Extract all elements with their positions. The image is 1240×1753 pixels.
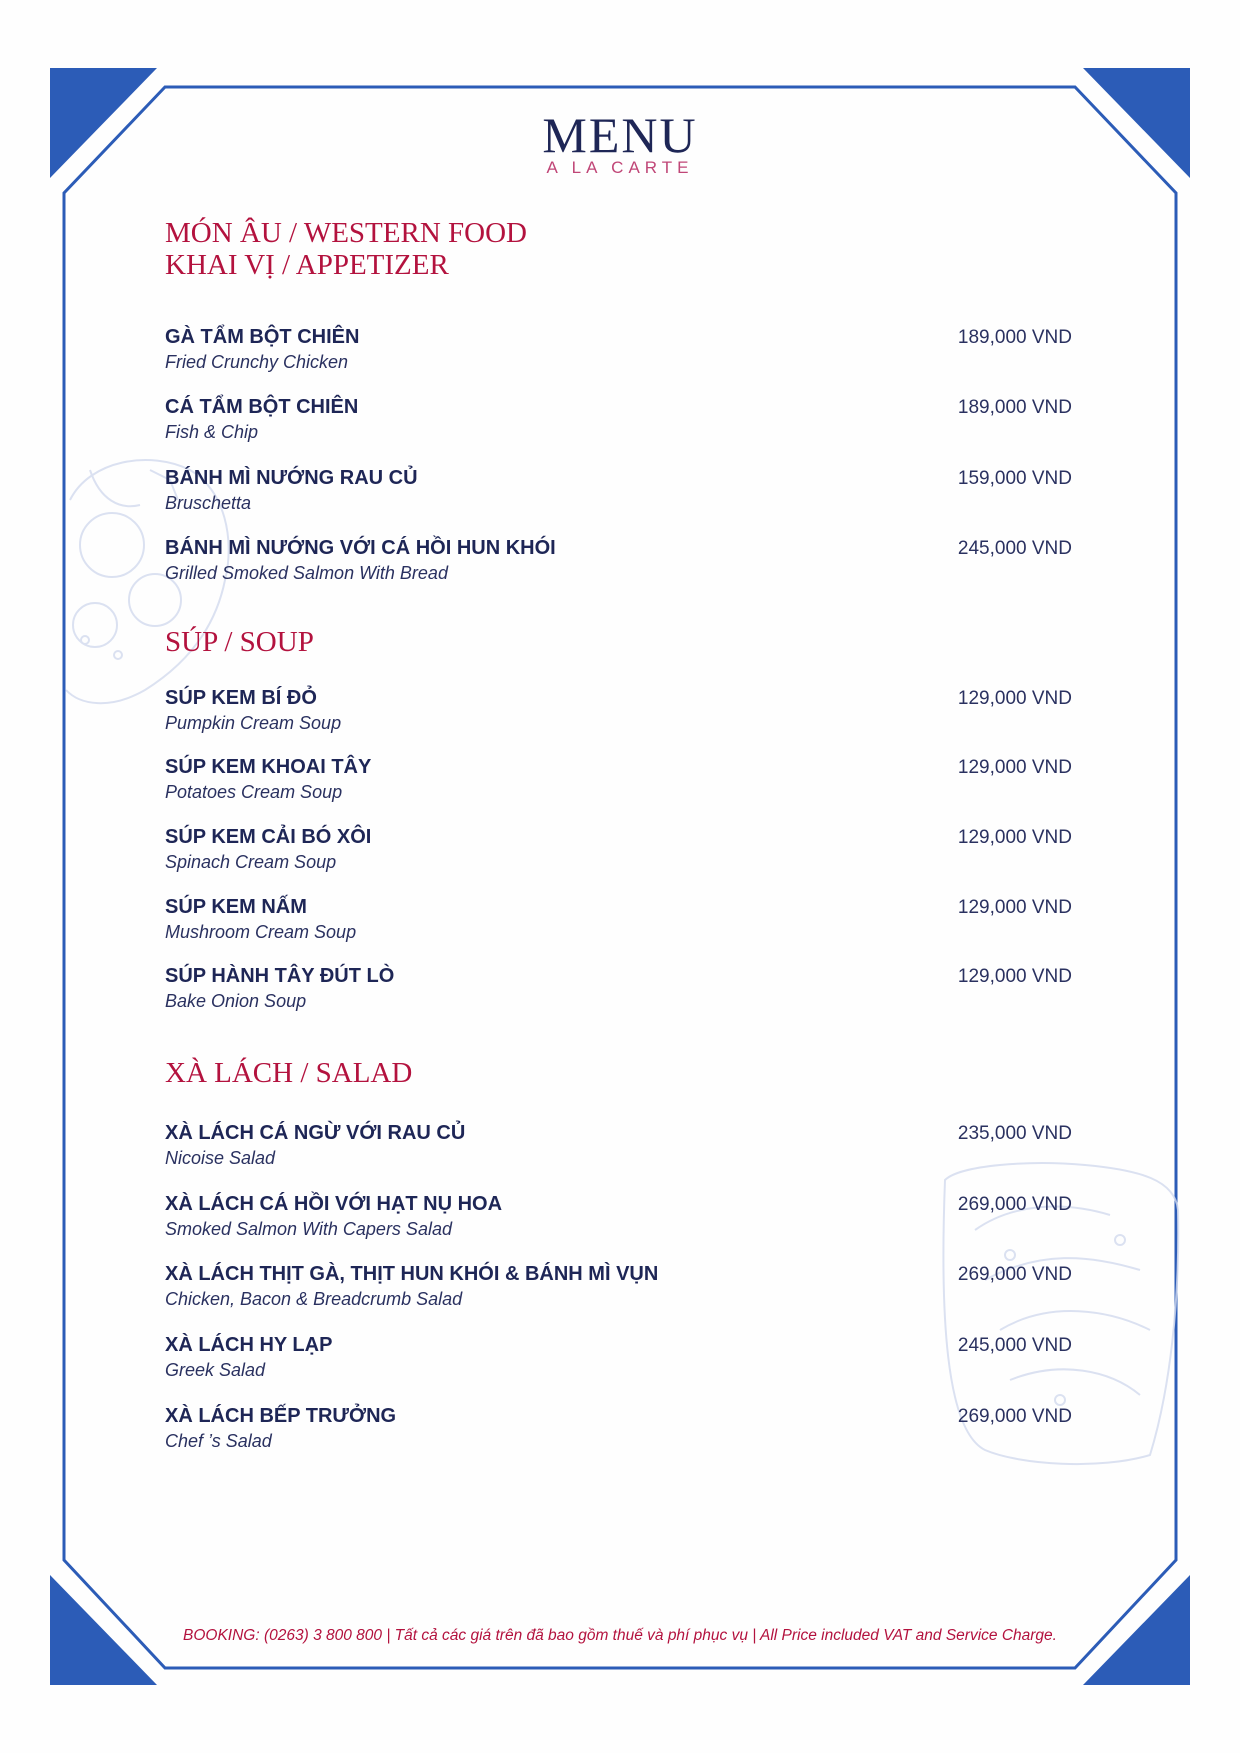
- menu-item: [165, 825, 1072, 877]
- item-price: 129,000 VND: [957, 966, 1072, 987]
- page-title: MENU: [542, 107, 698, 163]
- item-price: 189,000 VND: [957, 327, 1072, 348]
- item-name-vn: XÀ LÁCH BẾP TRƯỞNG: [165, 1405, 397, 1427]
- menu-item: [165, 1404, 1072, 1456]
- item-name-vn: BÁNH MÌ NƯỚNG VỚI CÁ HỒI HUN KHÓI: [165, 537, 556, 559]
- menu-item: [165, 1333, 1072, 1385]
- menu-item: [165, 895, 1072, 947]
- item-price: 235,000 VND: [957, 1123, 1072, 1144]
- item-price: 129,000 VND: [957, 757, 1072, 778]
- item-name-vn: XÀ LÁCH THỊT GÀ, THỊT HUN KHÓI & BÁNH MÌ VỤN: [165, 1263, 659, 1285]
- item-price: 269,000 VND: [957, 1406, 1072, 1427]
- item-name-vn: SÚP KEM NẤM: [165, 896, 307, 918]
- menu-item: [165, 686, 1072, 738]
- item-price: 129,000 VND: [957, 827, 1072, 848]
- item-price: 245,000 VND: [957, 538, 1072, 559]
- page-subtitle: A LA CARTE: [546, 158, 694, 177]
- item-name-vn: XÀ LÁCH HY LẠP: [165, 1334, 333, 1356]
- item-price: 129,000 VND: [957, 897, 1072, 918]
- menu-item: [165, 964, 1072, 1016]
- item-price: 189,000 VND: [957, 397, 1072, 418]
- item-name-en: Fish & Chip: [165, 422, 259, 442]
- item-name-en: Bruschetta: [165, 493, 252, 513]
- item-name-en: Mushroom Cream Soup: [165, 922, 357, 942]
- item-name-en: Potatoes Cream Soup: [165, 782, 343, 802]
- item-name-vn: XÀ LÁCH CÁ HỒI VỚI HẠT NỤ HOA: [165, 1193, 503, 1215]
- menu-item: [165, 1121, 1072, 1173]
- item-name-vn: XÀ LÁCH CÁ NGỪ VỚI RAU CỦ: [165, 1122, 466, 1144]
- item-name-en: Spinach Cream Soup: [165, 852, 337, 872]
- item-price: 269,000 VND: [957, 1194, 1072, 1215]
- menu-item: [165, 466, 1072, 518]
- item-name-en: Chef ’s Salad: [165, 1431, 272, 1451]
- item-name-en: Nicoise Salad: [165, 1148, 276, 1168]
- item-name-en: Pumpkin Cream Soup: [165, 713, 342, 733]
- item-name-en: Bake Onion Soup: [165, 991, 307, 1011]
- item-name-en: Grilled Smoked Salmon With Bread: [165, 563, 448, 583]
- section-title-salad: XÀ LÁCH / SALAD: [165, 1057, 413, 1089]
- item-price: 159,000 VND: [957, 468, 1072, 489]
- section-title-western-food: MÓN ÂU / WESTERN FOOD: [165, 217, 527, 249]
- menu-item: [165, 755, 1072, 807]
- item-name-vn: SÚP KEM BÍ ĐỎ: [165, 687, 317, 709]
- item-name-vn: SÚP KEM KHOAI TÂY: [165, 756, 372, 778]
- menu-item: [165, 325, 1072, 377]
- item-price: 129,000 VND: [957, 688, 1072, 709]
- item-name-en: Smoked Salmon With Capers Salad: [165, 1219, 452, 1239]
- section-title-appetizer: KHAI VỊ / APPETIZER: [165, 249, 449, 281]
- item-name-vn: BÁNH MÌ NƯỚNG RAU CỦ: [165, 467, 418, 489]
- section-title-soup: SÚP / SOUP: [165, 626, 314, 658]
- footer-booking-note: BOOKING: (0263) 3 800 800 | Tất cả các giá trên đã bao gồm thuế và phí phục vụ | All Price included VAT and Service Charge.: [183, 1627, 1057, 1644]
- menu-item: [165, 536, 1072, 588]
- item-name-vn: GÀ TẨM BỘT CHIÊN: [165, 326, 360, 348]
- item-name-en: Chicken, Bacon & Breadcrumb Salad: [165, 1289, 463, 1309]
- item-name-vn: SÚP KEM CẢI BÓ XÔI: [165, 826, 372, 848]
- item-price: 245,000 VND: [957, 1335, 1072, 1356]
- menu-item: [165, 1262, 1072, 1314]
- item-name-en: Fried Crunchy Chicken: [165, 352, 349, 372]
- menu-item: [165, 395, 1072, 447]
- item-price: 269,000 VND: [957, 1264, 1072, 1285]
- item-name-en: Greek Salad: [165, 1360, 266, 1380]
- item-name-vn: SÚP HÀNH TÂY ĐÚT LÒ: [165, 965, 395, 987]
- menu-item: [165, 1192, 1072, 1244]
- item-name-vn: CÁ TẨM BỘT CHIÊN: [165, 396, 359, 418]
